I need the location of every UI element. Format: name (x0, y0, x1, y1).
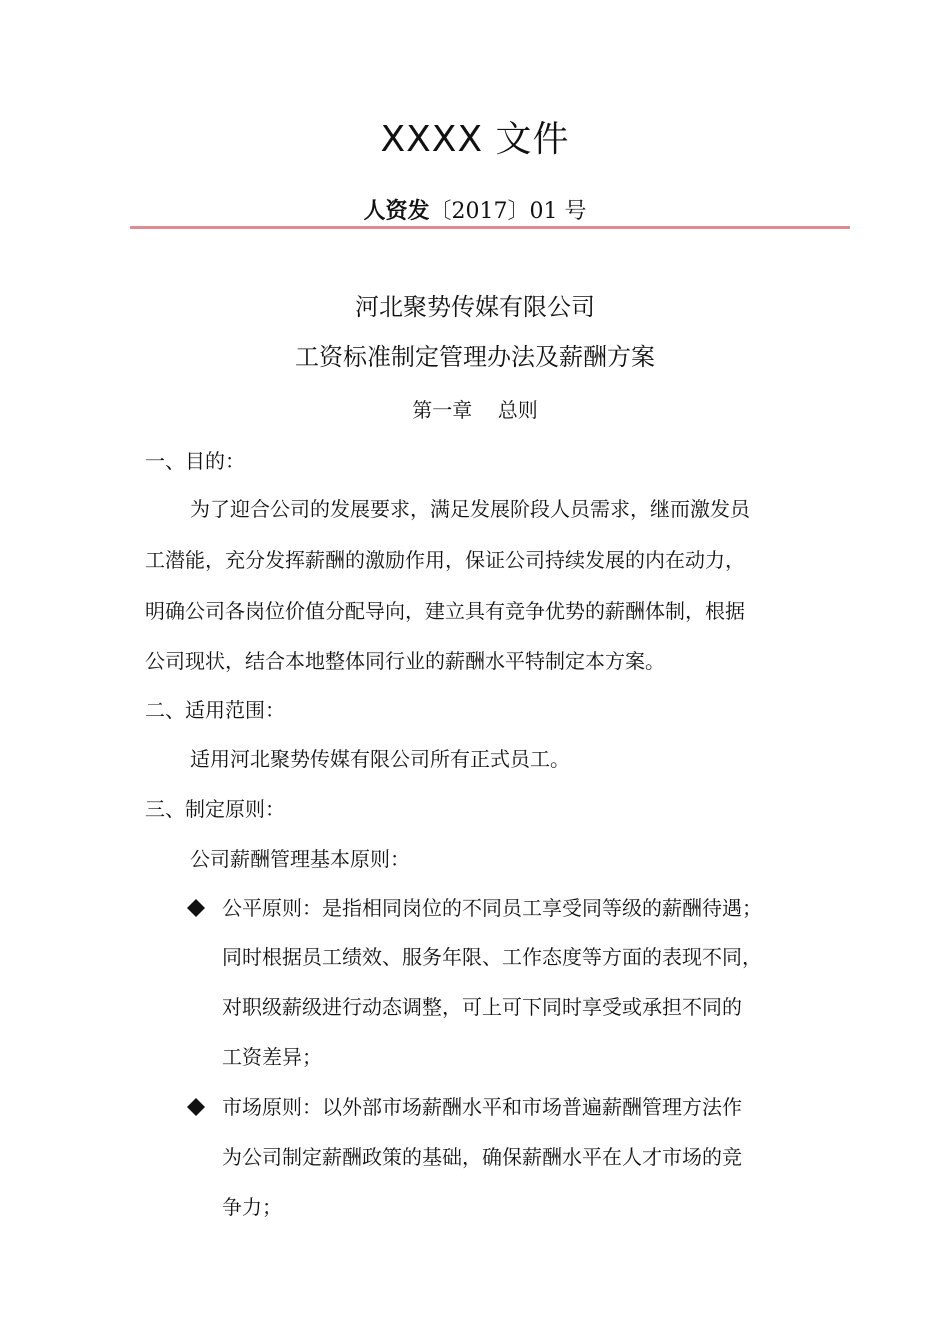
document-subtitle: 工资标准制定管理办法及薪酬方案 (295, 343, 655, 371)
paragraph-line: 明确公司各岗位价值分配导向，建立具有竞争优势的薪酬体制，根据 (145, 599, 745, 623)
chapter-title: 第一章 总则 (412, 398, 538, 422)
document-number-suffix: 〔2017〕01 号 (429, 199, 587, 224)
bullet-line: 市场原则：以外部市场薪酬水平和市场普遍薪酬管理方法作 (222, 1095, 742, 1119)
diamond-bullet-icon (186, 1097, 206, 1117)
paragraph-line: 公司现状，结合本地整体同行业的薪酬水平特制定本方案。 (145, 649, 665, 673)
bullet-line: 为公司制定薪酬政策的基础，确保薪酬水平在人才市场的竞 (222, 1145, 742, 1169)
section-heading-principles: 三、制定原则： (145, 797, 285, 821)
company-title: 河北聚势传媒有限公司 (355, 293, 595, 321)
header-divider (130, 226, 850, 229)
bullet-line: 争力； (222, 1195, 282, 1219)
section-heading-purpose: 一、目的： (145, 449, 245, 473)
bullet-line: 工资差异； (222, 1045, 322, 1069)
bullet-line: 对职级薪级进行动态调整，可上可下同时享受或承担不同的 (222, 995, 742, 1019)
paragraph-line: 适用河北聚势传媒有限公司所有正式员工。 (190, 747, 570, 771)
section-heading-scope: 二、适用范围： (145, 698, 285, 722)
bullet-line: 同时根据员工绩效、服务年限、工作态度等方面的表现不同， (222, 945, 762, 969)
diamond-bullet-icon (186, 898, 206, 918)
document-number-prefix: 人资发 (363, 198, 430, 224)
document-header-title: XXXX 文件 (380, 119, 570, 160)
paragraph-line: 为了迎合公司的发展要求，满足发展阶段人员需求，继而激发员 (190, 497, 750, 521)
bullet-line: 公平原则：是指相同岗位的不同员工享受同等级的薪酬待遇； (222, 896, 762, 920)
paragraph-line: 工潜能，充分发挥薪酬的激励作用，保证公司持续发展的内在动力， (145, 548, 745, 572)
document-number (0, 196, 950, 227)
principles-intro: 公司薪酬管理基本原则： (190, 847, 410, 871)
